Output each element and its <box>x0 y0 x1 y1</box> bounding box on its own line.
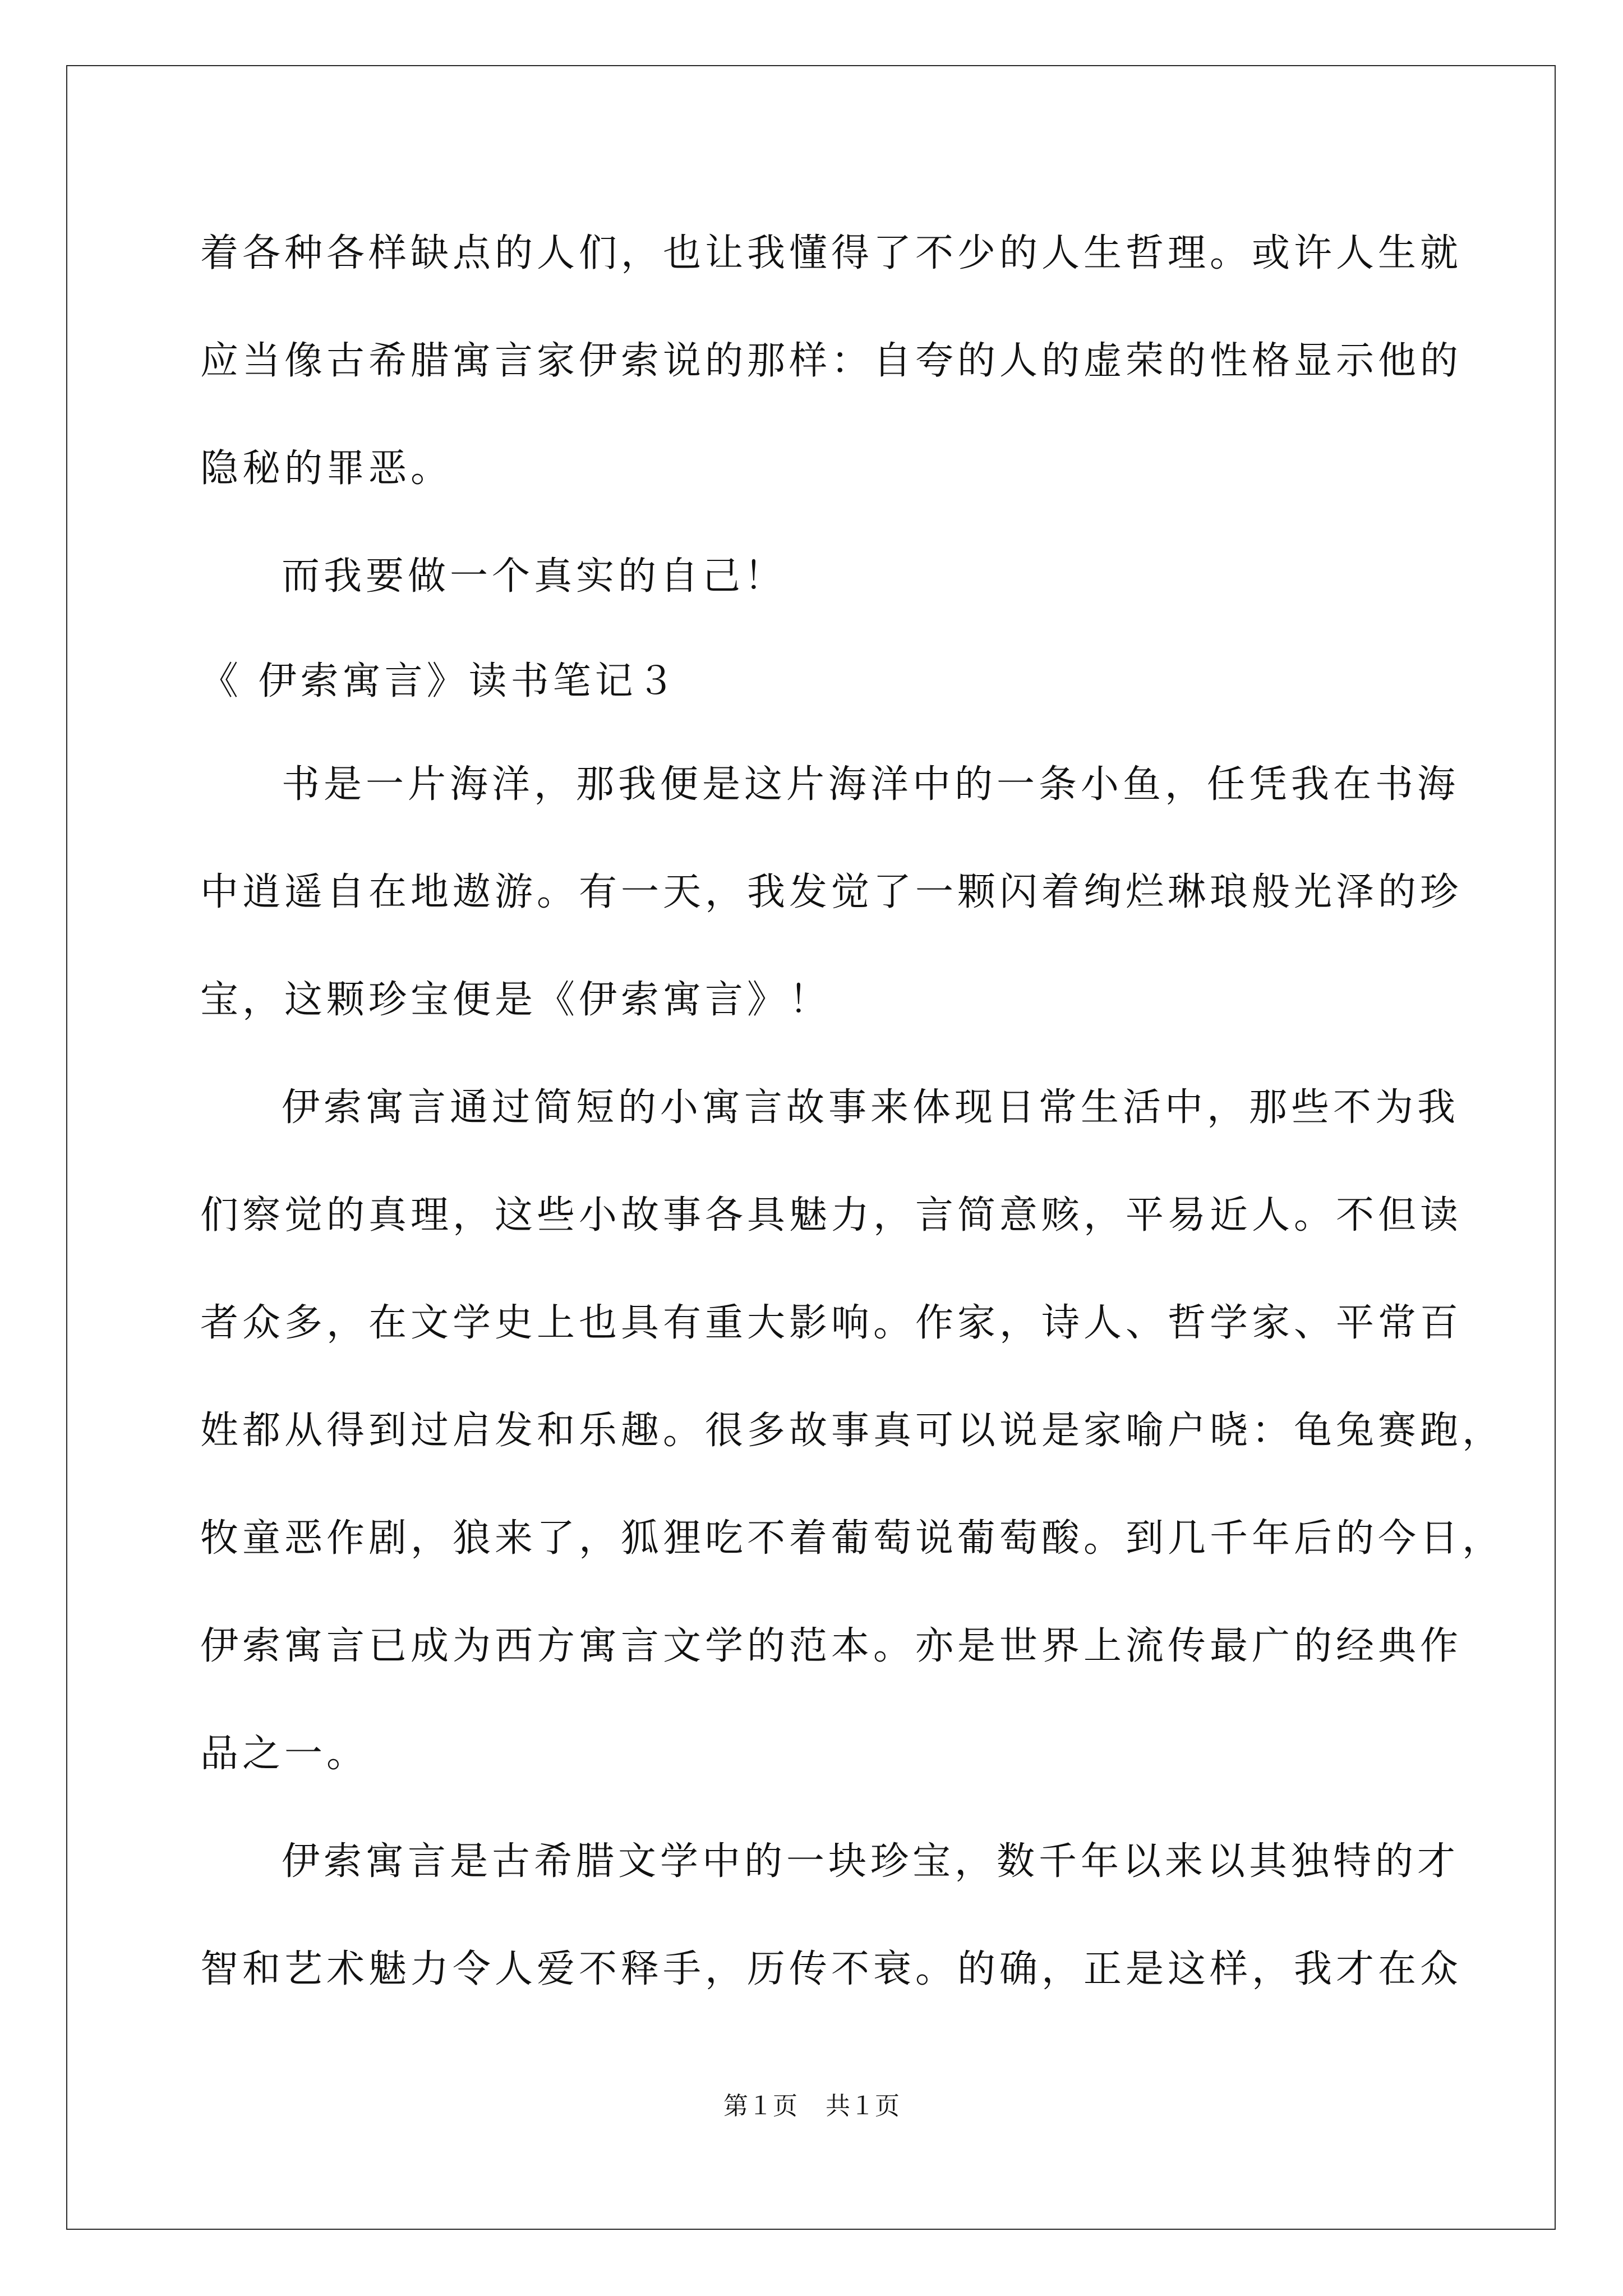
text-line: 伊索寓言通过简短的小寓言故事来体现日常生活中，那些不为我 <box>282 1085 1460 1130</box>
text-line: 伊索寓言已成为西方寓言文学的范本。亦是世界上流传最广的经典作 <box>200 1624 1463 1668</box>
text-line: 品之一。 <box>200 1732 369 1776</box>
page-number: 第１页 <box>723 2092 797 2120</box>
text-line: 智和艺术魅力令人爱不释手，历传不衰。的确，正是这样，我才在众 <box>200 1947 1463 1991</box>
text-line: 姓都从得到过启发和乐趣。很多故事真可以说是家喻户晓：龟兔赛跑， <box>200 1409 1505 1453</box>
text-line: 着各种各样缺点的人们，也让我懂得了不少的人生哲理。或许人生就 <box>200 231 1463 275</box>
text-line: 隐秘的罪恶。 <box>200 447 453 491</box>
text-line: 伊索寓言是古希腊文学中的一块珍宝，数千年以来以其独特的才 <box>282 1839 1460 1884</box>
text-line: 牧童恶作剧，狼来了，狐狸吃不着葡萄说葡萄酸。到几千年后的今日， <box>200 1516 1505 1561</box>
text-line: 而我要做一个真实的自己！ <box>282 554 787 599</box>
text-line: 书是一片海洋，那我便是这片海洋中的一条小鱼，任凭我在书海 <box>282 762 1460 807</box>
text-line: 宝，这颗珍宝便是《伊索寓言》！ <box>200 978 832 1022</box>
section-heading: 《 伊索寓言》读书笔记３ <box>200 659 679 703</box>
text-line: 应当像古希腊寓言家伊索说的那样：自夸的人的虚荣的性格显示他的 <box>200 339 1463 383</box>
page-footer <box>0 2090 1623 2123</box>
text-line: 中逍遥自在地遨游。有一天，我发觉了一颗闪着绚烂琳琅般光泽的珍 <box>200 870 1463 914</box>
text-line: 者众多，在文学史上也具有重大影响。作家，诗人、哲学家、平常百 <box>200 1301 1463 1345</box>
page-frame <box>66 65 1556 2230</box>
page-total: 共１页 <box>826 2092 900 2120</box>
text-line: 们察觉的真理，这些小故事各具魅力，言简意赅，平易近人。不但读 <box>200 1193 1463 1237</box>
